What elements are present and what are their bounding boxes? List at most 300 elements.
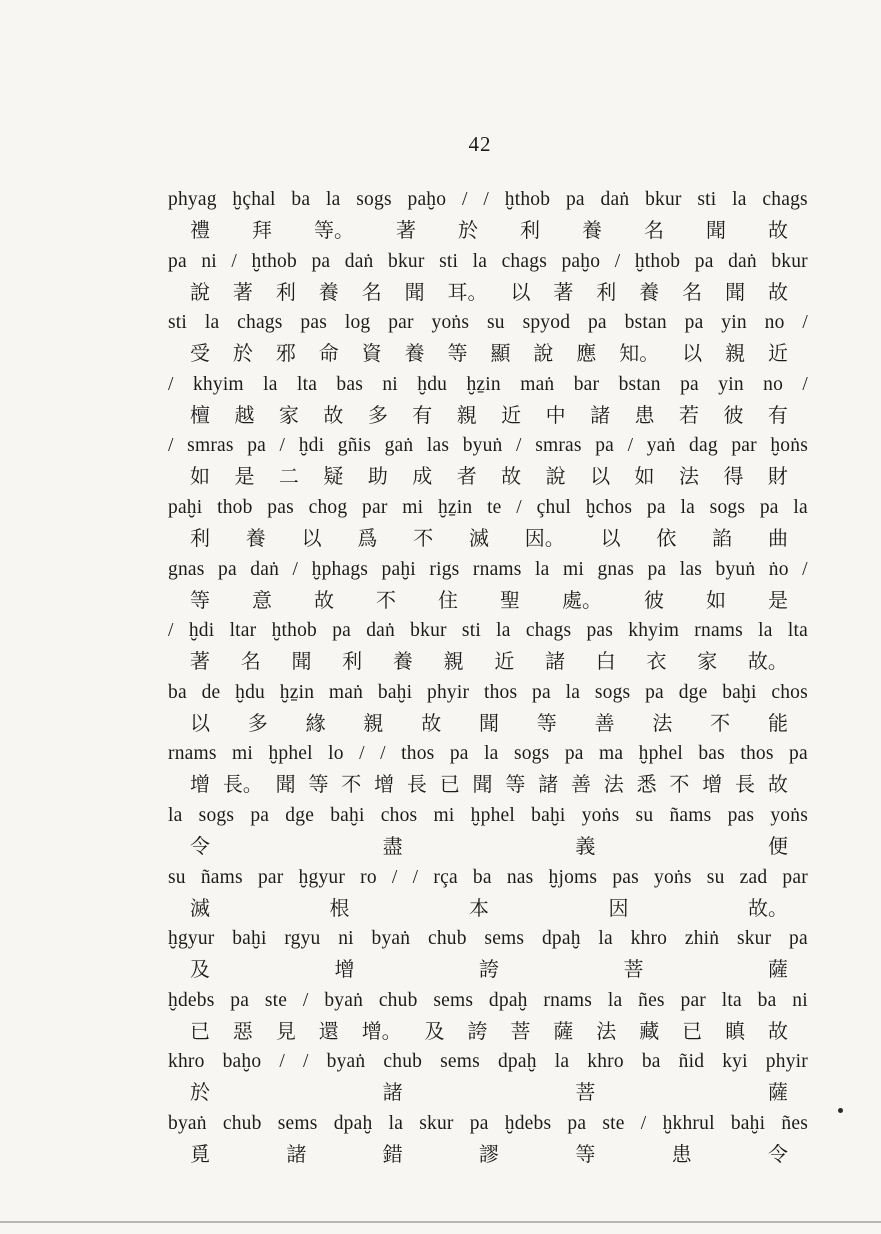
tibetan-word: maṅ [328, 681, 364, 703]
tibetan-word: daṅ [366, 620, 395, 642]
chinese-line [168, 277, 808, 307]
tibetan-word: pa [684, 312, 704, 334]
tibetan-word: smras [187, 435, 234, 457]
tibetan-word: / [461, 189, 468, 210]
chinese-char: 已 [190, 1018, 210, 1043]
chinese-char: 養 [582, 218, 602, 242]
tibetan-word: dge [678, 681, 708, 703]
tibetan-word: pas [727, 804, 755, 826]
chinese-char: 不 [341, 772, 362, 797]
chinese-char: 增 [374, 772, 395, 797]
chinese-line [168, 461, 808, 491]
chinese-char: 覓 [190, 1141, 210, 1166]
chinese-char: 等。 [314, 218, 354, 242]
tibetan-word: chub [222, 1112, 262, 1134]
chinese-char: 善 [570, 772, 591, 797]
tibetan-word: baḫo [222, 1051, 262, 1073]
tibetan-word: la [680, 496, 695, 518]
chinese-char: 藏 [639, 1018, 660, 1043]
tibetan-word: khro [587, 1051, 624, 1073]
tibetan-word: ñams [200, 866, 243, 888]
tibetan-word: sti [697, 189, 717, 210]
chinese-line [168, 831, 808, 861]
chinese-char: 親 [363, 710, 384, 735]
tibetan-word: log [344, 312, 371, 334]
chinese-char: 利 [190, 525, 210, 550]
chinese-char: 盡 [382, 833, 403, 858]
tibetan-word: smras [535, 435, 582, 457]
tibetan-word: pa [647, 558, 667, 580]
tibetan-word: paḫi [168, 496, 203, 518]
chinese-char: 以 [301, 525, 322, 550]
tibetan-word: bstan [618, 373, 661, 395]
chinese-line [168, 954, 808, 984]
tibetan-word: lta [787, 620, 808, 642]
tibetan-word: maṅ [520, 373, 555, 395]
chinese-char: 有 [412, 402, 433, 427]
tibetan-word: yoṅs [431, 312, 470, 334]
chinese-char: 爲 [357, 525, 378, 550]
chinese-char: 以 [510, 279, 531, 304]
tibetan-word: ba [757, 989, 777, 1011]
chinese-char: 故 [501, 464, 522, 489]
tibetan-word: la [263, 373, 278, 395]
tibetan-word: bstan [624, 312, 667, 334]
tibetan-word: no [763, 373, 784, 395]
chinese-char: 意 [252, 587, 272, 612]
tibetan-word: ḫdebs [504, 1112, 552, 1134]
chinese-char: 不 [413, 525, 434, 550]
chinese-char: 故 [768, 218, 788, 242]
chinese-char: 養 [404, 341, 425, 366]
tibetan-word: la [732, 189, 747, 210]
chinese-char: 故 [767, 772, 788, 797]
chinese-char: 於 [232, 341, 253, 366]
line-pair [168, 862, 808, 924]
tibetan-word: skur [736, 928, 772, 950]
line-pair [168, 800, 808, 862]
line-pair [168, 923, 808, 985]
tibetan-word: dag [689, 435, 718, 457]
tibetan-word: / [412, 866, 419, 888]
chinese-char: 菩 [510, 1018, 531, 1043]
tibetan-word: rnams [168, 743, 217, 765]
chinese-char: 檀 [190, 402, 210, 427]
tibetan-word: pa [645, 681, 664, 703]
tibetan-word: bkur [388, 250, 425, 272]
tibetan-word: sems [277, 1112, 318, 1134]
tibetan-word: lo [328, 743, 344, 765]
chinese-char: 禮 [190, 218, 210, 242]
tibetan-word: mi [402, 496, 424, 518]
chinese-char: 還 [318, 1018, 339, 1043]
tibetan-word: paḫo [407, 189, 447, 210]
tibetan-word: ḫphel [470, 804, 515, 826]
tibetan-word: sogs [198, 804, 235, 826]
tibetan-word: / [391, 866, 398, 888]
line-pair [168, 1108, 808, 1170]
chinese-char: 養 [392, 649, 413, 674]
chinese-char: 利 [520, 218, 540, 242]
tibetan-word: ḫthob [271, 620, 317, 642]
tibetan-word: ni [382, 373, 398, 395]
tibetan-word: par [680, 989, 706, 1011]
tibetan-word: ni [792, 989, 808, 1011]
tibetan-word: ḫthob [634, 250, 681, 272]
chinese-char: 誇 [467, 1018, 488, 1043]
tibetan-word: ḫgyur [298, 866, 346, 888]
line-pair [168, 677, 808, 739]
tibetan-word: pa [449, 743, 469, 765]
tibetan-word: dpaḫ [541, 928, 581, 950]
tibetan-word: byaṅ [168, 1112, 207, 1134]
chinese-char: 利 [342, 649, 363, 674]
chinese-char: 顯 [490, 341, 511, 366]
chinese-line [168, 523, 808, 553]
chinese-char: 聞 [291, 649, 312, 674]
chinese-line [168, 708, 808, 738]
tibetan-word: / [168, 435, 174, 457]
text-body [168, 184, 808, 1170]
tibetan-word: sogs [709, 496, 746, 518]
chinese-char: 拜 [252, 218, 272, 242]
chinese-char: 說 [533, 341, 554, 366]
tibetan-word: / [516, 496, 522, 518]
tibetan-word: pa [595, 435, 615, 457]
tibetan-word: daṅ [600, 189, 630, 210]
line-pair [168, 307, 808, 369]
tibetan-word: no [764, 312, 785, 334]
tibetan-word: pas [586, 620, 614, 642]
chinese-char: 近 [767, 341, 788, 366]
chinese-char: 諸 [545, 649, 566, 674]
chinese-char: 滅 [190, 895, 210, 920]
tibetan-word: chub [427, 928, 467, 950]
tibetan-word: ba [168, 681, 187, 703]
tibetan-word: bkur [771, 250, 808, 272]
tibetan-word: khyim [192, 373, 244, 395]
tibetan-word: pa [646, 496, 666, 518]
tibetan-word: la [607, 989, 623, 1011]
chinese-char: 令 [767, 1141, 788, 1166]
tibetan-word: rnams [543, 989, 593, 1011]
chinese-char: 住 [438, 587, 458, 612]
chinese-char: 曲 [767, 525, 788, 550]
tibetan-word: spyod [522, 312, 571, 334]
tibetan-word: bas [336, 373, 364, 395]
tibetan-word: pas [267, 496, 294, 518]
tibetan-word: / [640, 1112, 647, 1134]
tibetan-word: çhul [536, 496, 571, 518]
chinese-char: 聞 [478, 710, 499, 735]
chinese-char: 命 [318, 341, 339, 366]
chinese-char: 等 [536, 710, 557, 735]
tibetan-word: dpaḫ [333, 1112, 373, 1134]
tibetan-word: yoṅs [770, 804, 808, 826]
tibetan-word: dge [285, 804, 315, 826]
tibetan-word: chub [378, 989, 418, 1011]
chinese-char: 故 [323, 402, 344, 427]
chinese-char: 患 [634, 402, 655, 427]
tibetan-word: mi [232, 743, 254, 765]
chinese-char: 多 [247, 710, 268, 735]
tibetan-word: / [802, 373, 808, 395]
tibetan-line [168, 1046, 808, 1077]
tibetan-word: phyag [168, 189, 217, 210]
tibetan-word: chags [237, 312, 283, 334]
tibetan-word: la [204, 312, 220, 334]
chinese-line [168, 338, 808, 368]
tibetan-word: bkur [410, 620, 447, 642]
tibetan-word: par [782, 866, 808, 888]
tibetan-word: / [614, 250, 621, 272]
tibetan-word: par [257, 866, 284, 888]
chinese-char: 以 [590, 464, 611, 489]
chinese-char: 多 [367, 402, 388, 427]
line-pair [168, 492, 808, 554]
tibetan-word: ba [641, 1051, 661, 1073]
chinese-char: 長。 [222, 772, 263, 797]
tibetan-word: pa [332, 620, 351, 642]
chinese-char: 近 [494, 649, 515, 674]
chinese-char: 名 [644, 218, 664, 242]
page-number: 42 [468, 132, 492, 156]
tibetan-word: khro [168, 1051, 205, 1073]
tibetan-word: ḫoṅs [770, 435, 808, 457]
tibetan-word: pa [250, 804, 270, 826]
chinese-char: 二 [278, 464, 299, 489]
chinese-char: 親 [725, 341, 746, 366]
tibetan-word: / [292, 558, 299, 580]
tibetan-word: sogs [356, 189, 392, 210]
chinese-char: 白 [595, 649, 616, 674]
chinese-char: 邪 [275, 341, 296, 366]
chinese-char: 聞 [725, 279, 746, 304]
chinese-char: 長 [406, 772, 427, 797]
tibetan-word: las [426, 435, 450, 457]
chinese-char: 利 [275, 279, 296, 304]
chinese-char: 以 [190, 710, 210, 735]
tibetan-word: pa [694, 250, 714, 272]
tibetan-word: skur [419, 1112, 454, 1134]
line-pair [168, 246, 808, 308]
chinese-char: 及 [424, 1018, 445, 1043]
tibetan-word: ste [264, 989, 288, 1011]
tibetan-word: byuṅ [462, 435, 503, 457]
tibetan-word: pa [789, 928, 808, 950]
tibetan-word: ḫẕin [279, 681, 315, 703]
tibetan-word: sems [440, 1051, 480, 1073]
tibetan-word: bkur [645, 189, 682, 210]
tibetan-line [168, 862, 808, 893]
tibetan-word: par [388, 312, 414, 334]
tibetan-word: thos [401, 743, 435, 765]
tibetan-word: la [496, 620, 511, 642]
tibetan-word: sogs [513, 743, 550, 765]
chinese-char: 聞 [404, 279, 425, 304]
chinese-char: 菩 [575, 1080, 596, 1105]
tibetan-word: pas [300, 312, 327, 334]
tibetan-word: baḫi [330, 804, 365, 826]
chinese-char: 故。 [748, 895, 788, 920]
tibetan-word: / [168, 373, 174, 395]
chinese-char: 家 [697, 649, 718, 674]
chinese-char: 等 [308, 772, 329, 797]
tibetan-word: phyir [765, 1051, 808, 1073]
tibetan-word: / [483, 189, 489, 210]
chinese-char: 諸 [590, 402, 611, 427]
chinese-char: 不 [710, 710, 731, 735]
chinese-char: 若 [678, 402, 699, 427]
chinese-char: 令 [190, 833, 210, 858]
tibetan-word: ḫkhrul [662, 1112, 715, 1134]
chinese-char: 養 [639, 279, 660, 304]
tibetan-word: rgyu [284, 928, 321, 950]
tibetan-word: la [598, 928, 613, 950]
tibetan-word: / [380, 743, 386, 765]
line-pair [168, 184, 808, 246]
chinese-char: 以 [682, 341, 703, 366]
chinese-char: 能 [767, 710, 788, 735]
tibetan-line [168, 677, 808, 708]
tibetan-word: ḫẕin [466, 373, 501, 395]
line-pair [168, 1046, 808, 1108]
tibetan-word: ñes [781, 1112, 808, 1134]
chinese-char: 是 [234, 464, 255, 489]
tibetan-word: rça [433, 866, 458, 888]
chinese-char: 親 [456, 402, 477, 427]
tibetan-word: chos [771, 681, 808, 703]
tibetan-word: khyim [628, 620, 680, 642]
chinese-char: 疑 [323, 464, 344, 489]
tibetan-word: ñes [638, 989, 665, 1011]
chinese-char: 惡 [232, 1018, 253, 1043]
tibetan-word: baḫi [730, 1112, 766, 1134]
chinese-char: 等 [190, 587, 210, 612]
tibetan-word: ltar [229, 620, 257, 642]
chinese-char: 助 [367, 464, 388, 489]
tibetan-word: sogs [594, 681, 631, 703]
chinese-char: 謬 [478, 1141, 499, 1166]
tibetan-word: la [535, 558, 550, 580]
tibetan-word: yin [718, 373, 744, 395]
tibetan-word: sti [168, 312, 188, 334]
tibetan-word: la [758, 620, 773, 642]
chinese-char: 如 [706, 587, 726, 612]
chinese-char: 應 [576, 341, 597, 366]
tibetan-word: ñams [669, 804, 712, 826]
chinese-char: 故。 [747, 649, 788, 674]
tibetan-word: rnams [694, 620, 743, 642]
tibetan-word: pa [567, 1112, 587, 1134]
chinese-char: 名 [240, 649, 261, 674]
chinese-char: 法 [596, 1018, 617, 1043]
tibetan-word: ḫgyur [168, 928, 215, 950]
chinese-char: 善 [594, 710, 615, 735]
tibetan-word: ḫçhal [232, 189, 276, 210]
chinese-line [168, 1139, 808, 1169]
chinese-char: 因。 [524, 525, 565, 550]
chinese-char: 諸 [286, 1141, 307, 1166]
chinese-char: 者 [456, 464, 477, 489]
chinese-char: 薩 [553, 1018, 574, 1043]
tibetan-word: su [635, 804, 654, 826]
chinese-char: 說 [190, 279, 210, 304]
chinese-char: 便 [767, 833, 788, 858]
chinese-char: 近 [501, 402, 522, 427]
chinese-char: 緣 [305, 710, 326, 735]
tibetan-word: ro [360, 866, 377, 888]
tibetan-word: bar [573, 373, 600, 395]
tibetan-word: ba [291, 189, 311, 210]
tibetan-word: ba [472, 866, 492, 888]
tibetan-line [168, 246, 808, 277]
chinese-char: 諸 [538, 772, 559, 797]
chinese-char: 等 [505, 772, 526, 797]
tibetan-word: ḫdu [417, 373, 448, 395]
tibetan-word: ste [602, 1112, 625, 1134]
tibetan-word: lta [296, 373, 318, 395]
chinese-char: 法 [678, 464, 699, 489]
chinese-char: 彼 [723, 402, 744, 427]
tibetan-word: ḫdi [188, 620, 215, 642]
tibetan-word: ma [599, 743, 624, 765]
chinese-char: 薩 [768, 957, 788, 982]
tibetan-word: ḫẕin [437, 496, 473, 518]
tibetan-word: / [627, 435, 634, 457]
chinese-char: 故 [767, 279, 788, 304]
chinese-line [168, 646, 808, 676]
chinese-char: 薩 [767, 1080, 788, 1105]
tibetan-line [168, 1108, 808, 1139]
chinese-char: 諂 [712, 525, 733, 550]
chinese-char: 滅 [468, 525, 489, 550]
chinese-char: 依 [656, 525, 677, 550]
tibetan-word: gnas [597, 558, 635, 580]
tibetan-line [168, 492, 808, 523]
tibetan-word: paḫo [561, 250, 601, 272]
chinese-char: 及 [190, 957, 210, 982]
tibetan-line [168, 738, 808, 769]
tibetan-line [168, 615, 808, 646]
tibetan-line [168, 923, 808, 954]
tibetan-line [168, 554, 808, 585]
tibetan-word: ni [201, 250, 217, 272]
chinese-char: 親 [443, 649, 464, 674]
tibetan-word: / [279, 435, 286, 457]
tibetan-word: ḫjoms [548, 866, 598, 888]
chinese-char: 悉 [636, 772, 657, 797]
tibetan-word: la [326, 189, 341, 210]
tibetan-word: gñis [337, 435, 372, 457]
chinese-char: 利 [596, 279, 617, 304]
chinese-char: 故 [767, 1018, 788, 1043]
tibetan-word: paḫi [381, 558, 416, 580]
chinese-char: 著 [190, 649, 210, 674]
tibetan-word: pa [532, 681, 551, 703]
tibetan-word: pa [564, 743, 584, 765]
tibetan-word: chags [762, 189, 808, 210]
line-pair [168, 615, 808, 677]
tibetan-word: chags [525, 620, 572, 642]
chinese-char: 著 [553, 279, 574, 304]
tibetan-word: ḫdu [235, 681, 266, 703]
chinese-char: 得 [723, 464, 744, 489]
tibetan-word: pa [759, 496, 779, 518]
chinese-char: 以 [600, 525, 621, 550]
line-pair [168, 554, 808, 616]
tibetan-word: lta [721, 989, 742, 1011]
